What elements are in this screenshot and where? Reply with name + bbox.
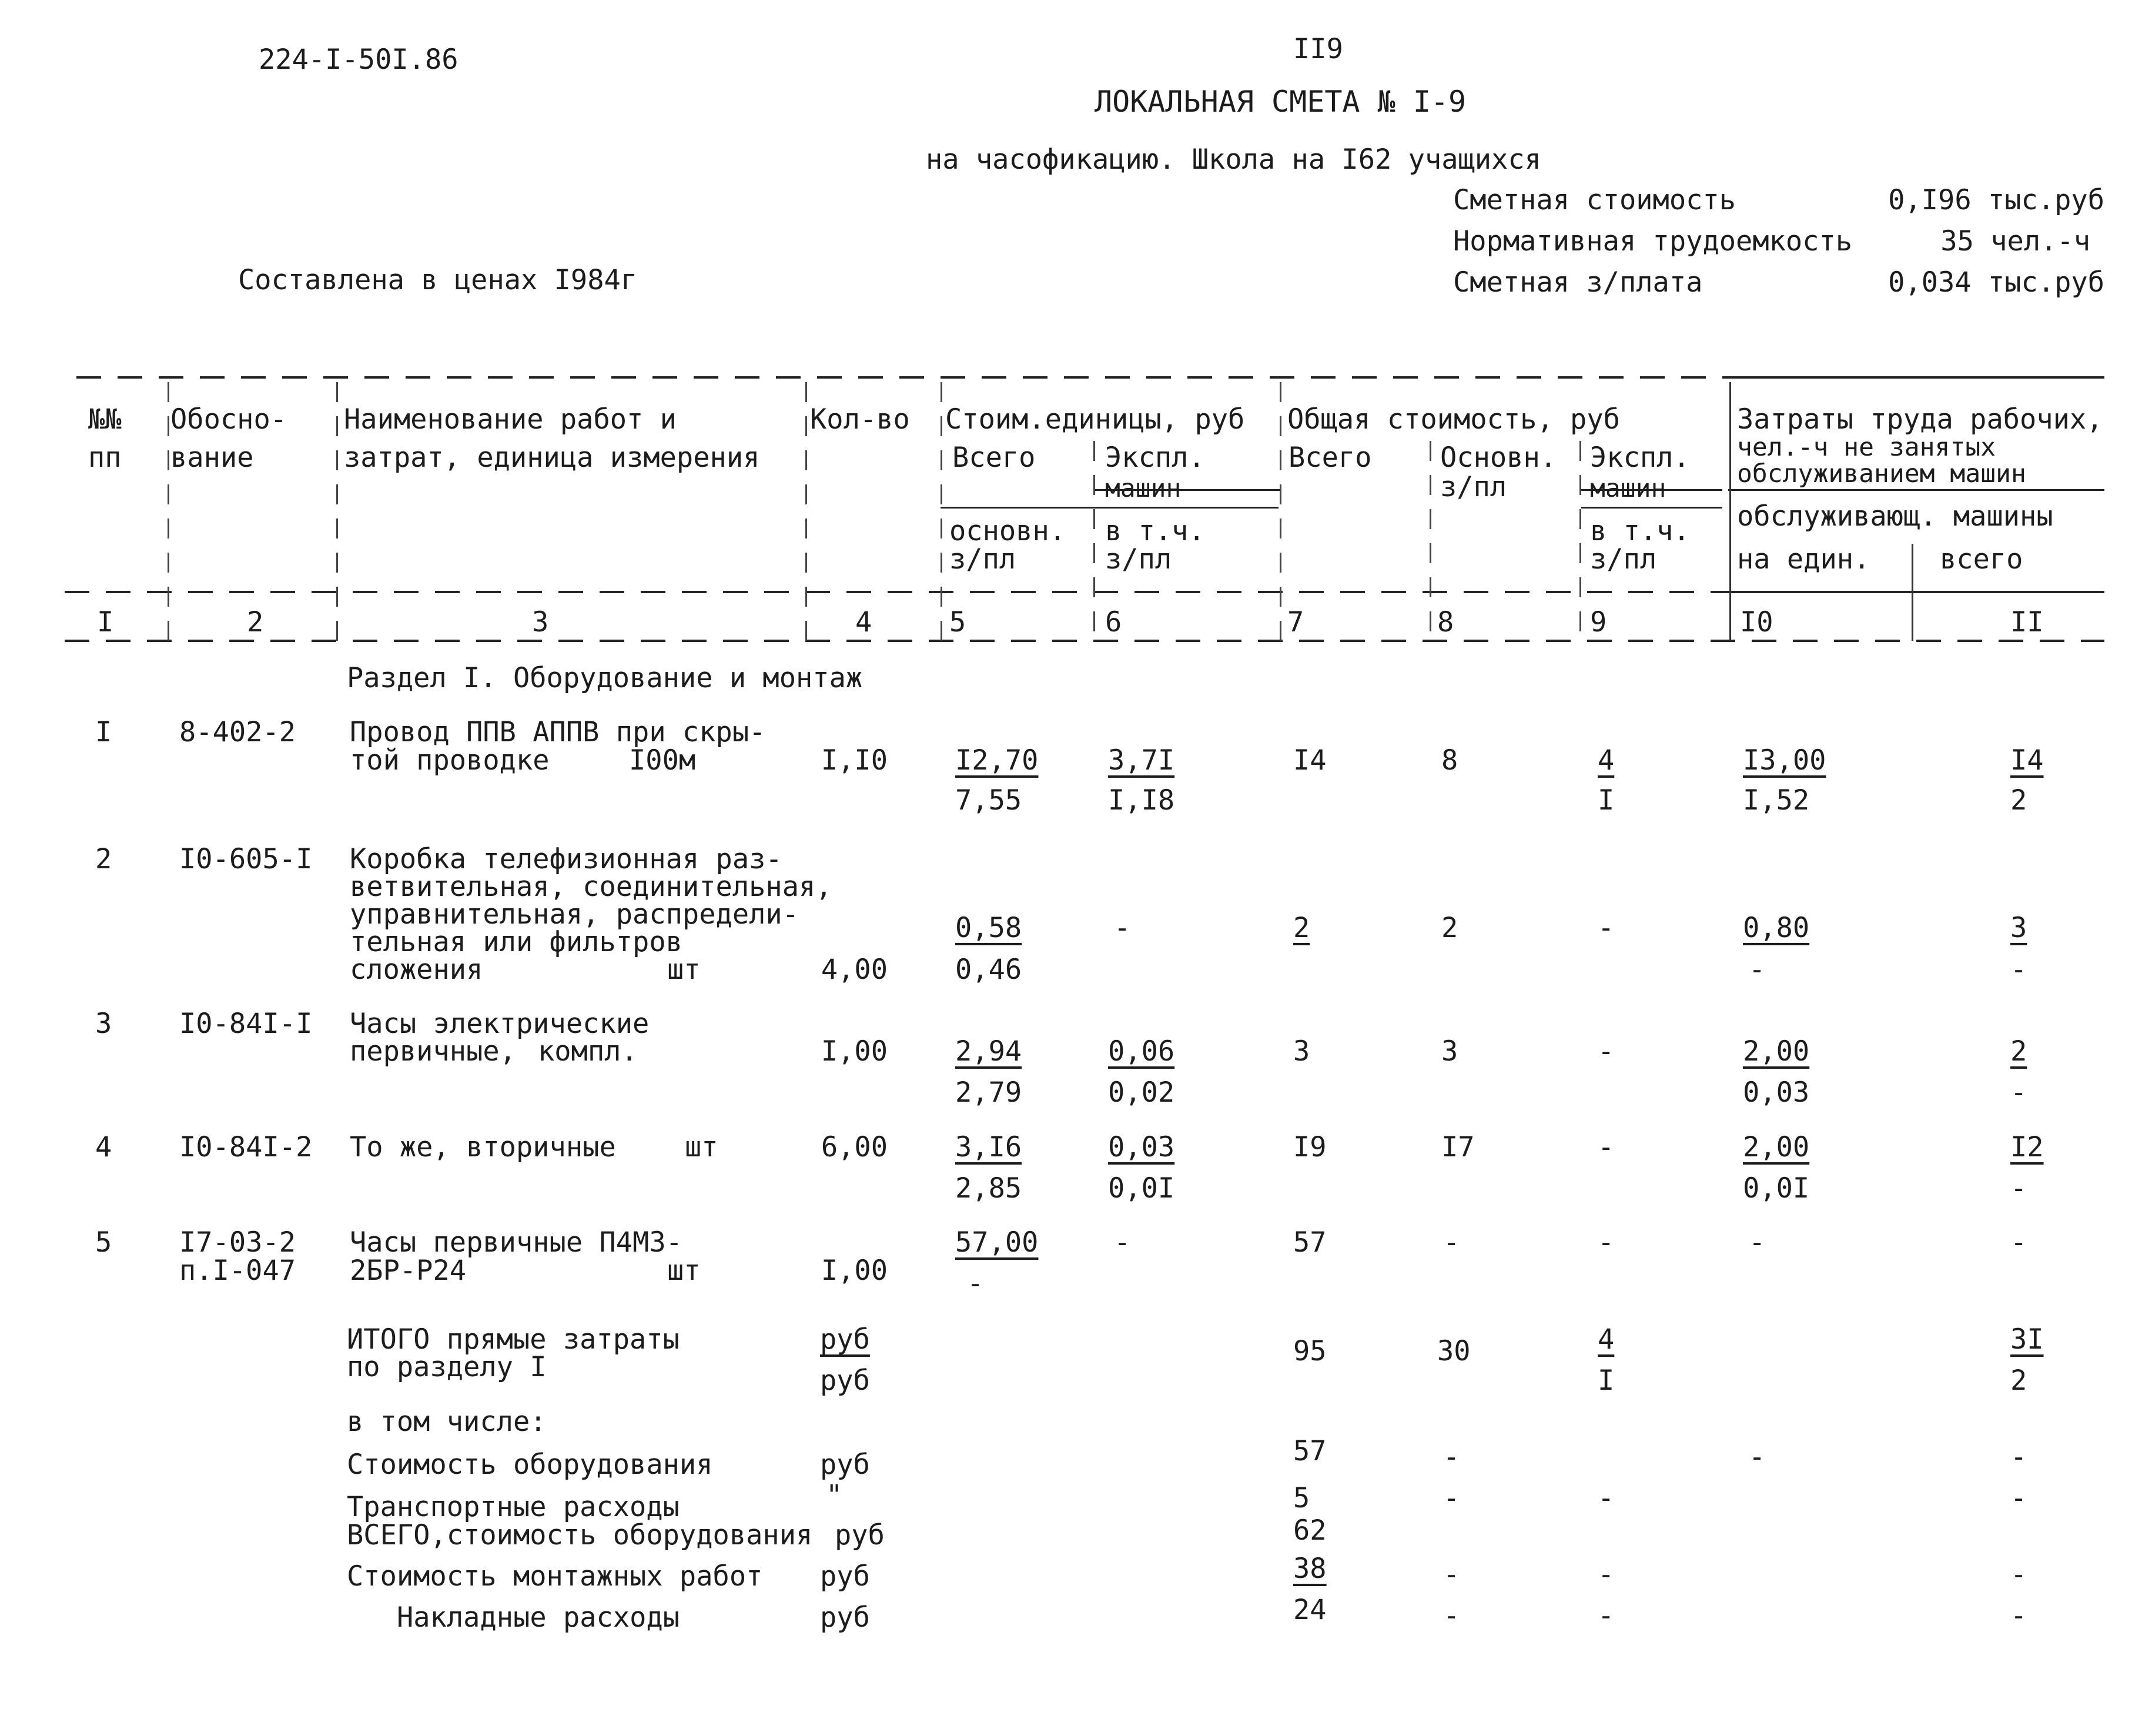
breakdown-labor-total: -	[2010, 1441, 2027, 1473]
row-total-machine: -	[1598, 1226, 1615, 1259]
row-name: управнительная, распредели-	[350, 898, 799, 931]
col-header-labor: Затраты труда рабочих,	[1737, 403, 2103, 436]
col-header-labor-machines: обслуживающ. машины	[1737, 500, 2053, 533]
row-unit-machine: 0,03	[1108, 1131, 1175, 1163]
column-number: 5	[949, 606, 966, 638]
breakdown-total: 62	[1293, 1514, 1327, 1547]
row-total-machine-wage: I	[1598, 784, 1615, 817]
column-number: 3	[532, 606, 549, 638]
breakdown-label: Накладные расходы	[397, 1601, 680, 1634]
row-name: Коробка телефизионная раз-	[350, 843, 782, 875]
col-header-unit-mach: Экспл.	[1105, 441, 1205, 474]
column-number: 7	[1287, 606, 1304, 638]
col-header-total-base: Основн.	[1440, 441, 1557, 474]
row-basis: п.I-047	[179, 1255, 296, 1287]
row-total-wage: 3	[1441, 1035, 1458, 1068]
row-labor-unit: I3,00	[1743, 744, 1826, 777]
row-labor-unit: 0,80	[1743, 912, 1810, 944]
column-number: 2	[247, 606, 264, 638]
row-total-wage: 2	[1441, 912, 1458, 944]
document-code: 224-I-50I.86	[259, 44, 458, 76]
breakdown-label: Стоимость монтажных работ	[347, 1560, 763, 1593]
breakdown-wage: -	[1443, 1482, 1460, 1514]
row-basis: I7-03-2	[179, 1226, 296, 1259]
document-subtitle: на часофикацию. Школа на I62 учащихся	[926, 143, 1541, 176]
row-name: 2БР-Р24	[350, 1255, 467, 1287]
breakdown-total: 38	[1293, 1553, 1327, 1585]
column-number: II	[2010, 606, 2044, 638]
row-total: I4	[1293, 744, 1327, 777]
summary-value: 0,I96 тыс.руб	[1888, 184, 2104, 216]
section-title: Раздел I. Оборудование и монтаж	[347, 662, 863, 694]
col-header-unit-base: з/пл	[949, 543, 1016, 576]
col-header-unit-mach-wage: з/пл	[1105, 543, 1172, 576]
totals-machine: 4	[1598, 1323, 1615, 1356]
breakdown-labor-unit: -	[1749, 1441, 1766, 1473]
totals-unit: руб	[820, 1323, 870, 1356]
row-unit-cost: 0,58	[955, 912, 1022, 944]
column-number: 9	[1590, 606, 1607, 638]
breakdown-total: 57	[1293, 1435, 1327, 1467]
row-total: 3	[1293, 1035, 1310, 1068]
row-labor-unit-machines: -	[1749, 954, 1766, 986]
row-unit: шт	[667, 954, 701, 986]
row-name: То же, вторичные	[350, 1131, 616, 1163]
row-unit-machine-wage: I,I8	[1108, 784, 1175, 817]
row-labor-total: -	[2010, 1226, 2027, 1259]
row-name: Провод ППВ АППВ при скры-	[350, 716, 766, 748]
col-header-unit-base: основн.	[949, 515, 1066, 547]
row-labor-total: 2	[2010, 1035, 2027, 1068]
row-unit-machine: 3,7I	[1108, 744, 1175, 777]
row-unit-cost: 57,00	[955, 1226, 1039, 1259]
row-name: первичные,	[350, 1035, 516, 1068]
breakdown-unit: "	[826, 1479, 843, 1511]
col-header-name: затрат, единица измерения	[344, 441, 760, 474]
page-number: II9	[1293, 33, 1343, 65]
row-qty: 6,00	[821, 1131, 888, 1163]
row-unit-machine: -	[1114, 1226, 1131, 1259]
row-labor-total: I4	[2010, 744, 2044, 777]
row-number: 4	[95, 1131, 112, 1163]
breakdown-wage: -	[1443, 1441, 1460, 1473]
col-header-total-mach-wage: в т.ч.	[1590, 515, 1690, 547]
row-unit-cost: 2,94	[955, 1035, 1022, 1068]
row-total-machine: -	[1598, 1131, 1615, 1163]
breakdown-label: Стоимость оборудования	[347, 1449, 713, 1481]
row-total: 2	[1293, 912, 1310, 944]
col-header-labor-total: всего	[1940, 543, 2023, 576]
col-header-num: №№	[88, 403, 122, 436]
row-basis: I0-84I-I	[179, 1008, 313, 1040]
row-unit-wage: 0,46	[955, 954, 1022, 986]
row-qty: I,00	[821, 1035, 888, 1068]
row-unit: I00м	[629, 744, 696, 777]
row-unit-wage: 2,79	[955, 1076, 1022, 1109]
row-unit-machine: -	[1114, 912, 1131, 944]
row-unit-machine-wage: 0,0I	[1108, 1172, 1175, 1205]
including-label: в том числе:	[347, 1406, 547, 1438]
row-unit: шт	[685, 1131, 718, 1163]
totals-labor: 3I	[2010, 1323, 2044, 1356]
col-header-total-base: з/пл	[1440, 471, 1507, 503]
breakdown-labor-total: -	[2010, 1600, 2027, 1632]
prices-note: Составлена в ценах I984г	[238, 264, 638, 296]
col-header-unit-mach-wage: в т.ч.	[1105, 515, 1205, 547]
row-name: ветвительная, соединительная,	[350, 871, 832, 903]
row-unit-machine: 0,06	[1108, 1035, 1175, 1068]
breakdown-label: ВСЕГО,стоимость оборудования	[347, 1519, 813, 1551]
summary-value: 0,034 тыс.руб	[1888, 266, 2104, 299]
column-number: I0	[1740, 606, 1773, 638]
breakdown-machine: -	[1598, 1558, 1615, 1591]
column-number: 4	[855, 606, 872, 638]
summary-label: Сметная з/плата	[1453, 266, 1703, 299]
document-title: ЛОКАЛЬНАЯ СМЕТА № I-9	[1095, 85, 1467, 119]
breakdown-unit: руб	[835, 1519, 885, 1551]
col-header-total-all: Всего	[1288, 441, 1372, 474]
row-name: Часы электрические	[350, 1008, 650, 1040]
row-labor-unit: -	[1749, 1226, 1766, 1259]
row-total-wage: -	[1443, 1226, 1460, 1259]
row-labor-unit: 2,00	[1743, 1131, 1810, 1163]
breakdown-total: 5	[1293, 1482, 1310, 1514]
breakdown-unit: руб	[820, 1560, 870, 1593]
column-number: 6	[1105, 606, 1122, 638]
col-header-labor-unit: на един.	[1737, 543, 1870, 576]
totals-unit: руб	[820, 1364, 870, 1397]
breakdown-machine: -	[1598, 1482, 1615, 1514]
row-number: 3	[95, 1008, 112, 1040]
col-header-unit-mach: машин	[1105, 474, 1182, 503]
row-qty: 4,00	[821, 954, 888, 986]
col-header-basis: вание	[170, 441, 254, 474]
summary-value: 35 чел.-ч	[1940, 225, 2090, 257]
row-unit-machine-wage: 0,02	[1108, 1076, 1175, 1109]
col-header-num: пп	[88, 441, 122, 474]
row-qty: I,00	[821, 1255, 888, 1287]
col-header-labor: обслуживанием машин	[1737, 459, 2026, 489]
row-basis: I0-84I-2	[179, 1131, 313, 1163]
row-labor-total: I2	[2010, 1131, 2044, 1163]
row-labor-unit-machines: 0,03	[1743, 1076, 1810, 1109]
row-unit-cost: 3,I6	[955, 1131, 1022, 1163]
row-labor-unit-machines: I,52	[1743, 784, 1810, 817]
row-unit-cost: I2,70	[955, 744, 1039, 777]
col-header-labor: чел.-ч не занятых	[1737, 433, 1996, 462]
row-number: I	[95, 716, 112, 748]
breakdown-label: Транспортные расходы	[347, 1491, 680, 1523]
breakdown-wage: -	[1443, 1558, 1460, 1591]
breakdown-unit: руб	[820, 1601, 870, 1634]
summary-label: Сметная стоимость	[1453, 184, 1736, 216]
row-number: 2	[95, 843, 112, 875]
row-labor-unit-machines: 0,0I	[1743, 1172, 1810, 1205]
row-unit-wage: 2,85	[955, 1172, 1022, 1205]
totals-labor-machines: 2	[2010, 1364, 2027, 1397]
row-unit-wage: 7,55	[955, 784, 1022, 817]
row-labor-unit: 2,00	[1743, 1035, 1810, 1068]
row-labor-total: 3	[2010, 912, 2027, 944]
row-total-machine: -	[1598, 1035, 1615, 1068]
row-labor-total-machines: -	[2010, 1172, 2027, 1205]
row-total-machine: -	[1598, 912, 1615, 944]
row-basis: I0-605-I	[179, 843, 313, 875]
col-header-name: Наименование работ и	[344, 403, 677, 436]
breakdown-labor-total: -	[2010, 1482, 2027, 1514]
column-number: 8	[1437, 606, 1454, 638]
col-header-total-mach-wage: з/пл	[1590, 543, 1657, 576]
col-header-qty: Кол-во	[810, 403, 910, 436]
col-header-unit-cost: Стоим.единицы, руб	[945, 403, 1245, 436]
totals-machine-wage: I	[1598, 1364, 1615, 1397]
summary-label: Нормативная трудоемкость	[1453, 225, 1853, 257]
row-name: Часы первичные П4МЗ-	[350, 1226, 682, 1259]
totals-label: ИТОГО прямые затраты	[347, 1323, 680, 1356]
breakdown-total: 24	[1293, 1594, 1327, 1626]
breakdown-labor-total: -	[2010, 1558, 2027, 1591]
col-header-unit-total: Всего	[952, 441, 1036, 474]
col-header-total-mach: машин	[1590, 474, 1666, 503]
row-labor-total-machines: -	[2010, 954, 2027, 986]
row-name: сложения	[350, 954, 483, 986]
row-number: 5	[95, 1226, 112, 1259]
row-total-wage: 8	[1441, 744, 1458, 777]
totals-wage: 30	[1437, 1335, 1471, 1367]
breakdown-wage: -	[1443, 1600, 1460, 1632]
row-labor-total-machines: -	[2010, 1076, 2027, 1109]
col-header-total-cost: Общая стоимость, руб	[1287, 403, 1620, 436]
row-total: 57	[1293, 1226, 1327, 1259]
totals-label: по разделу I	[347, 1351, 547, 1383]
row-basis: 8-402-2	[179, 716, 296, 748]
row-labor-total-machines: 2	[2010, 784, 2027, 817]
row-name: той проводке	[350, 744, 550, 777]
row-total-machine: 4	[1598, 744, 1615, 777]
col-header-basis: Обосно-	[170, 403, 287, 436]
column-number: I	[97, 606, 114, 638]
row-unit-wage: -	[967, 1267, 984, 1300]
row-total: I9	[1293, 1131, 1327, 1163]
breakdown-unit: руб	[820, 1449, 870, 1481]
totals-total: 95	[1293, 1335, 1327, 1367]
row-total-wage: I7	[1441, 1131, 1475, 1163]
row-name: тельная или фильтров	[350, 926, 682, 958]
row-unit: компл.	[538, 1035, 638, 1068]
row-unit: шт	[667, 1255, 701, 1287]
col-header-total-mach: Экспл.	[1590, 441, 1690, 474]
row-qty: I,I0	[821, 744, 888, 777]
breakdown-machine: -	[1598, 1600, 1615, 1632]
